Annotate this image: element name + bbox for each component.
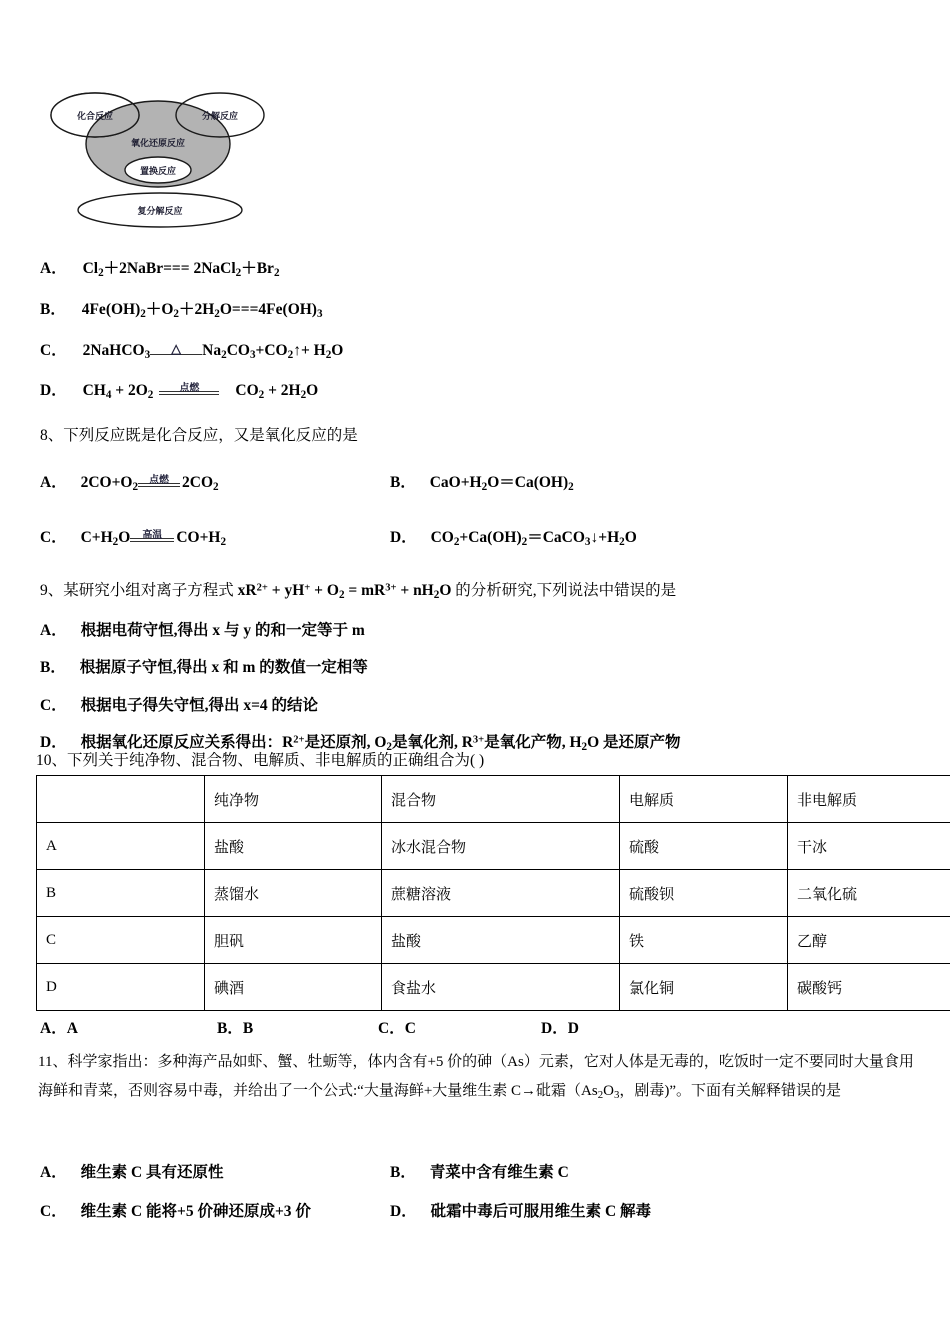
row-key-d: D: [37, 964, 205, 1011]
q8-option-d-letter: D．: [390, 529, 417, 546]
q7-option-c-left: 2NaHCO$_3$: [82, 342, 151, 362]
row-c-mixture: 盐酸: [382, 917, 620, 964]
q11-option-c-letter: C．: [40, 1203, 67, 1220]
header-blank: [37, 776, 205, 823]
table-row[interactable]: [37, 870, 950, 917]
q9-option-b[interactable]: [40, 655, 368, 677]
row-key-a: A: [37, 823, 205, 870]
table-row[interactable]: [37, 964, 950, 1011]
q11-stem: [38, 1048, 922, 1110]
combination-label: 化合反应: [76, 112, 114, 122]
q7-option-b-equation: $4Fe(OH)_2+O_2+2H_2O===4Fe(OH)_3$: [81, 301, 323, 321]
venn-svg: [38, 82, 288, 230]
q9-option-a-text: 根据电荷守恒,得出 x 与 y 的和一定等于 m: [80, 622, 365, 639]
row-d-pure: 碘酒: [205, 964, 382, 1011]
q9-option-c-letter: C．: [40, 697, 67, 714]
q9-stem: [40, 578, 676, 601]
q10-answer-a[interactable]: A．A: [40, 1020, 78, 1037]
q8-option-c-letter: C．: [40, 529, 67, 546]
q9-stem-text: 某研究小组对离子方程式 $xR^{2+} + yH^+ + O_2 = mR^{3+} + nH_2O$ 的分析研究,下列说法中错误的是: [63, 582, 677, 602]
q7-option-c-condition: △: [171, 341, 182, 356]
q11-number: 11、: [38, 1054, 68, 1070]
q8-option-a-letter: A．: [40, 474, 67, 491]
q11-option-a-text: 维生素 C 具有还原性: [80, 1164, 224, 1181]
decomposition-label: 分解反应: [201, 112, 239, 122]
q11-option-a-letter: A．: [40, 1164, 67, 1181]
displacement-label: 置换反应: [139, 167, 177, 177]
substance-classification-table: [36, 775, 950, 1011]
reaction-type-venn-diagram: [38, 82, 288, 230]
q10-answer-b[interactable]: B．B: [217, 1020, 254, 1037]
q8-stem-text: 下列反应既是化合反应，又是氧化反应的是: [63, 427, 358, 444]
q7-option-d-condition: 点燃: [179, 383, 200, 394]
row-key-c: C: [37, 917, 205, 964]
row-key-b: B: [37, 870, 205, 917]
q11-option-d-letter: D．: [390, 1203, 417, 1220]
q8-option-a-condition: 点燃: [149, 475, 170, 486]
q9-option-a-letter: A．: [40, 622, 67, 639]
q8-option-a[interactable]: [40, 470, 219, 493]
q7-option-d-right: $CO_2 + 2H_2O$: [235, 382, 319, 402]
q7-option-d[interactable]: [40, 378, 318, 401]
row-a-mixture: 冰水混合物: [382, 823, 620, 870]
q8-option-c-condition: 高温: [142, 530, 163, 541]
row-c-pure: 胆矾: [205, 917, 382, 964]
metathesis-label: 复分解反应: [137, 207, 183, 217]
q8-option-b-equation: $CaO+H_2O=Ca(OH)_2$: [429, 474, 574, 494]
row-a-electrolyte: 硫酸: [620, 823, 788, 870]
row-a-pure: 盐酸: [205, 823, 382, 870]
q8-stem: [40, 423, 358, 445]
q7-option-c-right: $Na_2CO_3+CO_2↑+ H_2O$: [202, 342, 344, 362]
header-electrolyte: 电解质: [620, 776, 788, 823]
q8-option-c[interactable]: [40, 525, 226, 548]
q8-number: 8、: [40, 427, 64, 444]
q7-option-d-left: $CH_4 + 2O_2$: [82, 382, 154, 402]
q7-option-c[interactable]: [40, 338, 343, 361]
q11-option-a[interactable]: [40, 1160, 224, 1182]
header-pure: 纯净物: [205, 776, 382, 823]
row-b-mixture: 蔗糖溶液: [382, 870, 620, 917]
q11-stem-text: 科学家指出：多种海产品如虾、蟹、牡蛎等，体内含有+5 价的砷（As）元素，它对人体是无毒的，吃饭时一定不要同时大量食用海鲜和青菜，否则容易中毒，并给出了一个公式:“大量海鲜+大量维生素 C→砒霜（$As_2O_3$，剧毒)”。下面有关解释错误的是: [38, 1054, 914, 1102]
q8-option-a-right: $2CO_2$: [182, 474, 219, 494]
q8-option-d[interactable]: [390, 525, 637, 548]
q11-option-d[interactable]: [390, 1199, 651, 1221]
q7-option-b-letter: B．: [40, 301, 66, 318]
header-mixture: 混合物: [382, 776, 620, 823]
row-b-electrolyte: 硫酸钡: [620, 870, 788, 917]
q11-option-b[interactable]: [390, 1160, 569, 1182]
row-d-mixture: 食盐水: [382, 964, 620, 1011]
q7-option-d-letter: D．: [40, 382, 67, 399]
q10-answer-d[interactable]: D．D: [541, 1020, 579, 1037]
q8-option-c-left: $C+H_2O$: [80, 529, 131, 549]
q9-option-d-letter: D．: [40, 734, 67, 751]
q7-option-a[interactable]: [40, 256, 280, 279]
q8-option-c-condition-arrow: [130, 529, 174, 547]
q11-option-c-text: 维生素 C 能将+5 价砷还原成+3 价: [80, 1203, 311, 1220]
q10-stem-text: 下列关于纯净物、混合物、电解质、非电解质的正确组合为( ): [67, 752, 485, 769]
q8-option-a-condition-arrow: [138, 474, 180, 492]
table-row[interactable]: [37, 917, 950, 964]
q8-option-c-right: $CO+H_2$: [176, 529, 227, 549]
table-header-row: [37, 776, 950, 823]
q11-option-b-text: 青菜中含有维生素 C: [429, 1164, 569, 1181]
q9-option-b-text: 根据原子守恒,得出 x 和 m 的数值一定相等: [79, 659, 368, 676]
row-b-nonelectrolyte: 二氧化硫: [788, 870, 950, 917]
q9-option-a[interactable]: [40, 618, 365, 640]
q8-option-a-left: $2CO+O_2$: [80, 474, 139, 494]
q7-option-a-letter: A．: [40, 260, 67, 277]
q9-option-d-text: 根据氧化还原反应关系得出：$R^{2+}$是还原剂, $O_2$是氧化剂, $R^{3+}$是氧化产物, $H_2O$ 是还原产物: [80, 734, 681, 754]
q8-option-b-letter: B．: [390, 474, 416, 491]
q7-option-d-condition-arrow: [159, 382, 219, 400]
row-c-electrolyte: 铁: [620, 917, 788, 964]
q7-option-b[interactable]: [40, 297, 323, 320]
q8-option-d-equation: $CO_2+Ca(OH)_2=CaCO_3↓+H_2O$: [430, 529, 637, 549]
q10-stem: [36, 748, 484, 770]
q11-option-c[interactable]: [40, 1199, 311, 1221]
redox-label: 氧化还原反应: [130, 139, 186, 149]
q8-option-b[interactable]: [390, 470, 574, 493]
q9-number: 9、: [40, 582, 64, 599]
q7-option-a-equation: $Cl_2+2NaBr===$ $2NaCl_2+Br_2$: [82, 260, 280, 280]
q9-option-c[interactable]: [40, 693, 318, 715]
header-nonelectrolyte: 非电解质: [788, 776, 950, 823]
row-d-electrolyte: 氯化铜: [620, 964, 788, 1011]
q10-answer-c[interactable]: C．C: [378, 1020, 416, 1037]
q10-number: 10、: [36, 752, 68, 769]
table-row[interactable]: [37, 823, 950, 870]
q11-option-b-letter: B．: [390, 1164, 416, 1181]
q9-option-c-text: 根据电子得失守恒,得出 x=4 的结论: [80, 697, 319, 714]
q11-option-d-text: 砒霜中毒后可服用维生素 C 解毒: [430, 1203, 652, 1220]
row-b-pure: 蒸馏水: [205, 870, 382, 917]
row-c-nonelectrolyte: 乙醇: [788, 917, 950, 964]
q7-option-c-condition-arrow: [150, 342, 202, 360]
row-d-nonelectrolyte: 碳酸钙: [788, 964, 950, 1011]
q9-option-b-letter: B．: [40, 659, 66, 676]
q7-option-c-letter: C．: [40, 342, 67, 359]
row-a-nonelectrolyte: 干冰: [788, 823, 950, 870]
